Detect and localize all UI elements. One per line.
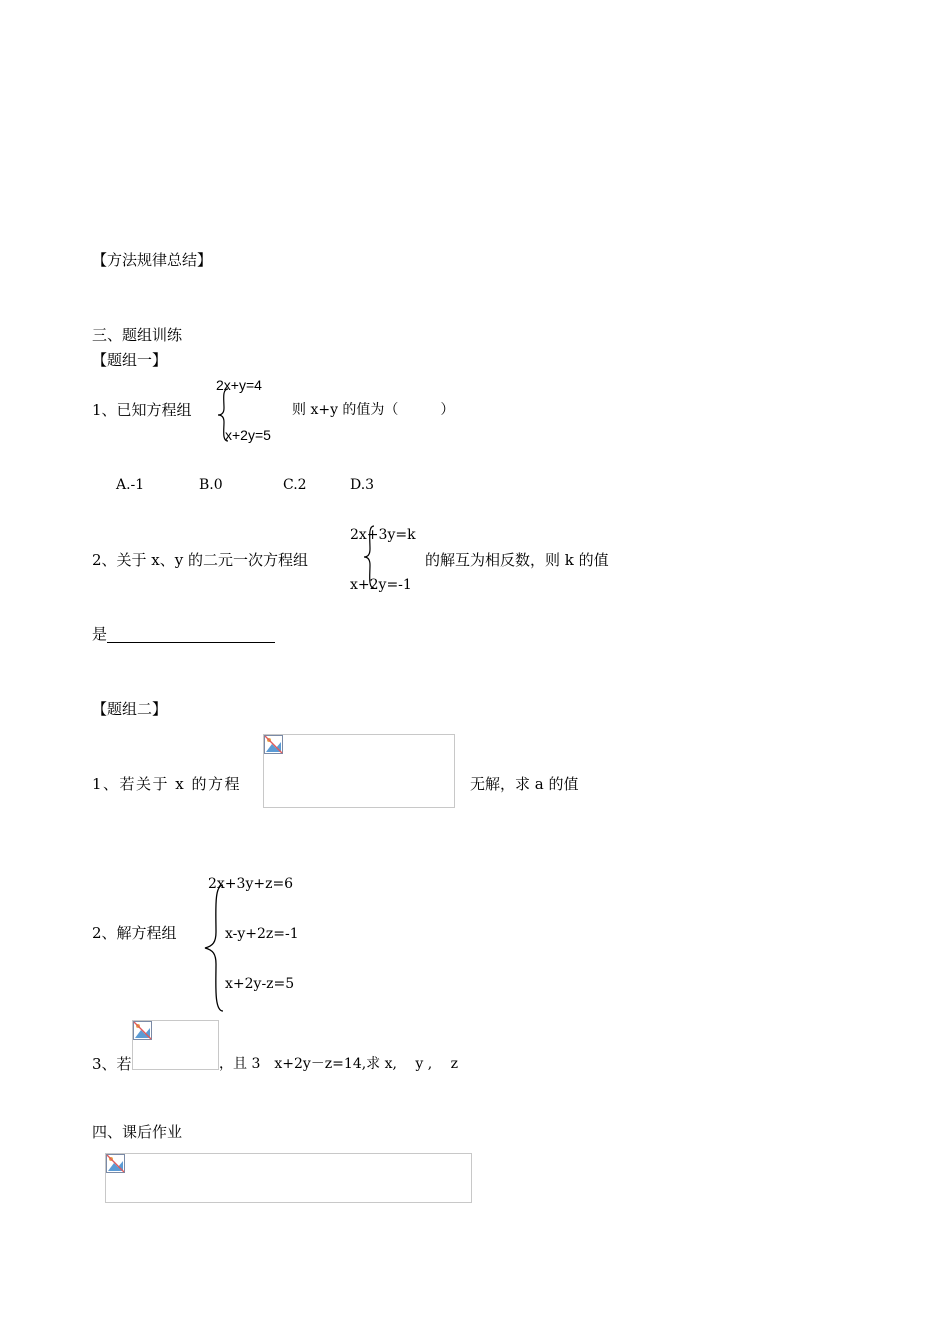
g2q2-eq3: x+2y-z=5 (225, 976, 295, 992)
ratio-image (132, 1020, 219, 1070)
g1q1-option-a: A.-1 (116, 477, 145, 493)
group2-title: 【题组二】 (92, 700, 168, 718)
g1q1-option-d: D.3 (350, 477, 375, 493)
section4-title: 四、课后作业 (92, 1123, 183, 1141)
g2q2-label: 2、解方程组 (92, 924, 177, 942)
summary-title: 【方法规律总结】 (92, 251, 213, 269)
g1q2-label: 2、关于 x、y 的二元一次方程组 (92, 551, 309, 569)
g2q1-label: 1、若关于 x 的方程 (92, 775, 242, 793)
homework-image (105, 1153, 472, 1203)
g1q1-tail: 则 x+y 的值为（ ） (292, 402, 455, 418)
g1q1-eq2: x+2y=5 (225, 427, 271, 443)
group1-title: 【题组一】 (92, 351, 168, 369)
equation-image (263, 734, 455, 808)
g1q2-tail: 的解互为相反数，则 k 的值 (425, 551, 609, 569)
g1q1-option-c: C.2 (283, 477, 307, 493)
g1q1-eq1: 2x+y=4 (216, 377, 262, 393)
section3-title: 三、题组训练 (92, 326, 183, 344)
g2q2-eq2: x-y+2z=-1 (225, 926, 299, 942)
g1q2-eq2: x+2y=-1 (350, 577, 412, 593)
g2q2-eq1: 2x+3y+z=6 (208, 876, 294, 892)
answer-blank[interactable] (107, 642, 275, 643)
broken-image-icon (264, 735, 283, 754)
broken-image-icon (106, 1154, 125, 1173)
g2q1-tail: 无解，求 a 的值 (470, 775, 579, 793)
g2q3-tail: ，且 3 x+2y－z=14,求 x, y , z (219, 1056, 459, 1072)
broken-image-icon (133, 1021, 152, 1040)
left-brace-icon (203, 884, 225, 1012)
g1q2-tail2: 是 (92, 625, 108, 643)
g1q2-eq1: 2x+3y=k (350, 527, 416, 543)
g2q3-label: 3、若 (92, 1055, 132, 1073)
g1q1-option-b: B.0 (199, 477, 223, 493)
g1q1-label: 1、已知方程组 (92, 401, 192, 419)
